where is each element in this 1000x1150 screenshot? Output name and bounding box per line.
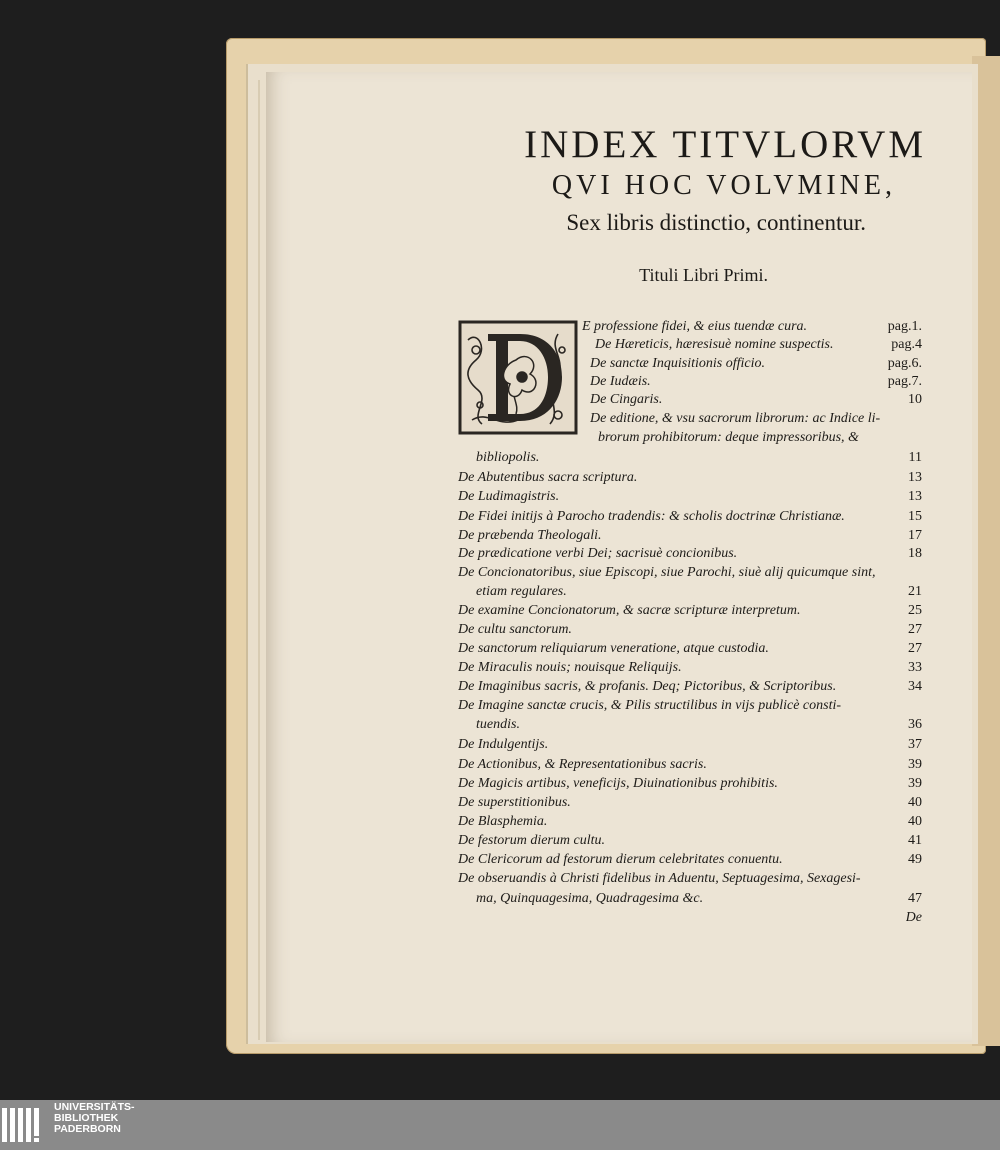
index-entry: De Indulgentijs. 37 [458, 737, 922, 752]
index-entry: etiam regulares. 21 [476, 584, 922, 599]
library-name: UNIVERSITÄTS- BIBLIOTHEK PADERBORN [54, 1101, 135, 1135]
section-heading: Tituli Libri Primi. [639, 265, 768, 285]
index-entry: De Concionatoribus, siue Episcopi, siue Parochi, siuè alij quicumque sint, [458, 565, 876, 580]
index-entry: De Iudæis. pag.7. [590, 374, 922, 389]
index-entry: De Miraculis nouis; nouisque Reliquijs. 33 [458, 660, 922, 675]
index-entry: De cultu sanctorum. 27 [458, 622, 922, 637]
index-entry: De sanctæ Inquisitionis officio. pag.6. [590, 356, 922, 371]
index-entry: De editione, & vsu sacrorum librorum: ac Indice li- [590, 411, 881, 426]
index-entry: De Imagine sanctæ crucis, & Pilis structilibus in vijs publicè consti- [458, 698, 842, 713]
index-entry: E professione fidei, & eius tuendæ cura. pag.1. [582, 319, 922, 334]
index-entry: De Blasphemia. 40 [458, 814, 922, 829]
index-description: Sex libris distinctio, continentur. [566, 210, 866, 235]
index-entry: brorum prohibitorum: deque impressoribus, & [598, 430, 859, 445]
index-entry: De prædicatione verbi Dei; sacrisuè concionibus. 18 [458, 546, 922, 561]
index-entry: De superstitionibus. 40 [458, 795, 922, 810]
index-entry: De Ludimagistris. 13 [458, 489, 922, 504]
index-subtitle: QVI HOC VOLVMINE, [551, 170, 896, 201]
index-entry: ma, Quinquagesima, Quadragesima &c. 47 [476, 891, 922, 906]
decorated-initial-d-icon [458, 320, 578, 435]
index-title: INDEX TITVLORVM [524, 123, 926, 166]
index-entry: De Imaginibus sacris, & profanis. Deq; Pictoribus, & Scriptoribus. 34 [458, 679, 922, 694]
index-entry: De sanctorum reliquiarum veneratione, atque custodia. 27 [458, 641, 922, 656]
library-footer-bar [0, 1100, 1000, 1150]
index-entry: De Abutentibus sacra scriptura. 13 [458, 470, 922, 485]
page-edge [258, 80, 260, 1040]
index-entry: De examine Concionatorum, & sacræ scripturæ interpretum. 25 [458, 603, 922, 618]
index-entry: tuendis. 36 [476, 717, 922, 732]
index-entry: bibliopolis. 11 [476, 450, 922, 465]
index-entry: De præbenda Theologali. 17 [458, 528, 922, 543]
library-logo-icon [2, 1102, 46, 1148]
index-entry: De Actionibus, & Representationibus sacris. 39 [458, 757, 922, 772]
index-entry: De Clericorum ad festorum dierum celebritates conuentu. 49 [458, 852, 922, 867]
index-entry: De Magicis artibus, veneficijs, Diuinationibus prohibitis. 39 [458, 776, 922, 791]
index-entry: De obseruandis à Christi fidelibus in Aduentu, Septuagesima, Sexagesi- [458, 871, 861, 886]
index-entry: De Fidei initijs à Parocho tradendis: & scholis doctrinæ Christianæ. 15 [458, 509, 922, 524]
index-entry: De Hæreticis, hæresisuè nomine suspectis. pag.4 [595, 337, 922, 352]
catchword: De [905, 910, 922, 925]
index-entry: De Cingaris. 10 [590, 392, 922, 407]
index-entry: De festorum dierum cultu. 41 [458, 833, 922, 848]
